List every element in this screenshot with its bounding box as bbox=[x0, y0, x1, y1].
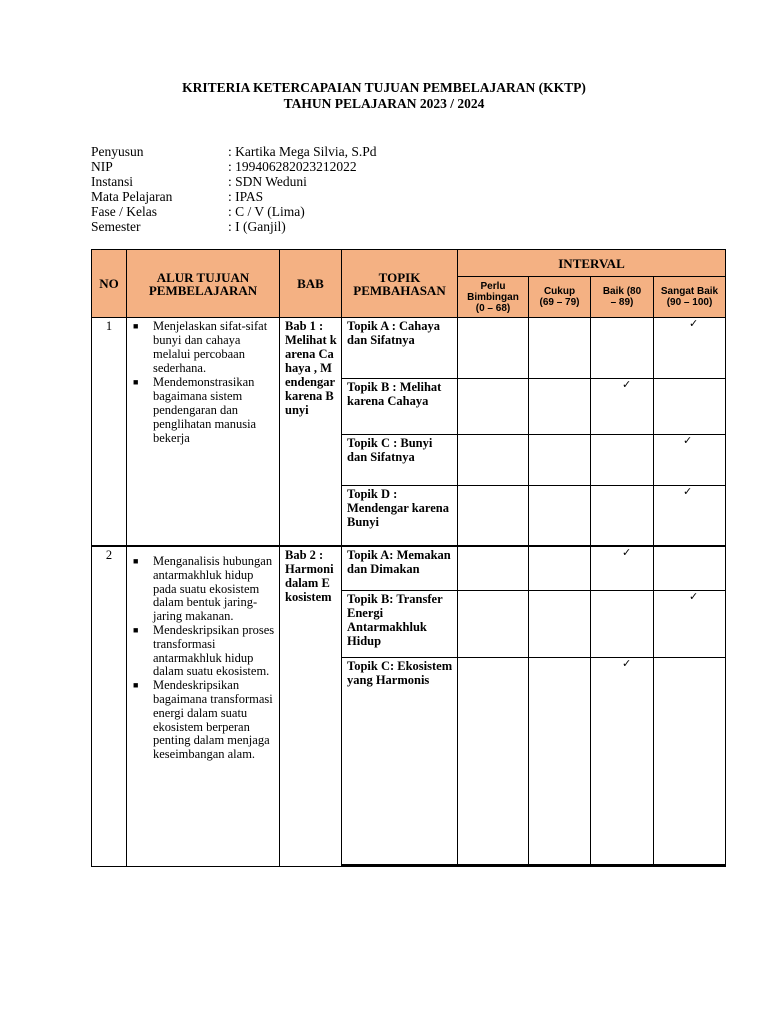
atp-list bbox=[127, 555, 277, 762]
info-row-mapel bbox=[91, 189, 377, 204]
info-row-instansi bbox=[91, 174, 377, 189]
col-divider bbox=[528, 318, 529, 866]
row-divider bbox=[342, 590, 725, 591]
info-value: : 199406282023212022 bbox=[228, 159, 357, 174]
atp-item-text: Menganalisis hubungan antarmakhluk hidup pada suatu ekosistem dalam bentuk jaring-jaring makanan. bbox=[153, 554, 273, 624]
row-number: 1 bbox=[105, 319, 113, 333]
col-divider bbox=[590, 318, 591, 866]
check-icon: ✓ bbox=[622, 378, 632, 391]
bab-cell: Bab 2 : Harmoni dalam Ekosistem bbox=[285, 548, 334, 604]
bullet-icon: ■ bbox=[133, 624, 139, 635]
document-subtitle: TAHUN PELAJARAN 2023 / 2024 bbox=[283, 96, 485, 111]
bab-cell: Bab 1 : Melihat karena Cahaya , Mendengar karena Bunyi bbox=[285, 319, 337, 417]
table-bottom-line bbox=[342, 864, 726, 866]
topik-cell: Topik D : Mendengar karena Bunyi bbox=[347, 487, 449, 529]
header-cukup: Cukup (69 – 79) bbox=[529, 277, 591, 318]
info-value: : SDN Weduni bbox=[228, 174, 307, 189]
info-row-penyusun bbox=[91, 144, 377, 159]
topik-cell: Topik B : Melihat karena Cahaya bbox=[347, 380, 442, 408]
topik-cell: Topik C : Bunyi dan Sifatnya bbox=[347, 436, 433, 464]
check-icon: ✓ bbox=[622, 546, 632, 559]
info-value: : C / V (Lima) bbox=[228, 204, 305, 219]
check-icon: ✓ bbox=[689, 590, 699, 603]
atp-item-text: Mendemonstrasikan bagaimana sistem pendengaran dan penglihatan manusia bekerja bbox=[153, 375, 257, 445]
topik-cell: Topik C: Ekosistem yang Harmonis bbox=[347, 659, 453, 687]
info-value: : I (Ganjil) bbox=[228, 219, 286, 234]
document-title: KRITERIA KETERCAPAIAN TUJUAN PEMBELAJARAN (KKTP) bbox=[182, 80, 586, 95]
col-divider bbox=[457, 318, 458, 866]
header-baik: Baik (80 – 89) bbox=[591, 277, 654, 318]
info-label: Semester bbox=[91, 219, 141, 234]
info-row-fase bbox=[91, 204, 377, 219]
atp-item-text: Mendeskripsikan bagaimana transformasi energi dalam suatu ekosistem berperan penting dalam menjaga keseimbangan alam. bbox=[153, 678, 273, 762]
bullet-icon: ■ bbox=[133, 556, 139, 566]
col-divider bbox=[653, 318, 654, 866]
info-block bbox=[91, 144, 377, 234]
bullet-icon: ■ bbox=[133, 377, 139, 387]
header-bab: BAB bbox=[280, 250, 342, 318]
atp-item-text: Mendeskripsikan proses transformasi antarmakhluk hidup dalam suatu ekosistem. bbox=[153, 622, 275, 679]
info-label: Fase / Kelas bbox=[91, 204, 157, 219]
topik-cell: Topik B: Transfer Energi Antarmakhluk Hidup bbox=[347, 592, 443, 648]
row-divider bbox=[342, 378, 725, 379]
header-sangat-baik: Sangat Baik (90 – 100) bbox=[654, 277, 725, 318]
topik-cell: Topik A : Cahaya dan Sifatnya bbox=[347, 319, 440, 347]
check-icon: ✓ bbox=[683, 434, 693, 447]
header-atp: ALUR TUJUAN PEMBELAJARAN bbox=[127, 250, 280, 318]
check-icon: ✓ bbox=[622, 657, 632, 670]
bullet-icon: ■ bbox=[133, 321, 139, 331]
topik-cell: Topik A: Memakan dan Dimakan bbox=[347, 548, 451, 576]
info-value: : Kartika Mega Silvia, S.Pd bbox=[228, 144, 377, 159]
header-perlu-bimbingan: Perlu Bimbingan (0 – 68) bbox=[458, 277, 529, 318]
bullet-icon: ■ bbox=[133, 680, 139, 691]
atp-item-text: Menjelaskan sifat-sifat bunyi dan cahaya melalui percobaan sederhana. bbox=[153, 319, 268, 375]
row-divider bbox=[342, 434, 725, 435]
header-topik: TOPIK PEMBAHASAN bbox=[342, 250, 458, 318]
info-label: NIP bbox=[91, 159, 113, 174]
row-number: 2 bbox=[105, 548, 113, 562]
check-icon: ✓ bbox=[689, 317, 699, 330]
atp-item bbox=[127, 319, 273, 375]
atp-item bbox=[127, 624, 277, 679]
col-divider bbox=[341, 318, 342, 866]
info-row-semester bbox=[91, 219, 377, 234]
check-icon: ✓ bbox=[683, 485, 693, 498]
info-label: Penyusun bbox=[91, 144, 144, 159]
header-no: NO bbox=[92, 250, 127, 318]
atp-item bbox=[127, 375, 273, 445]
info-label: Instansi bbox=[91, 174, 133, 189]
info-label: Mata Pelajaran bbox=[91, 189, 173, 204]
atp-list bbox=[127, 319, 273, 445]
atp-item bbox=[127, 679, 277, 762]
header-interval: INTERVAL bbox=[458, 250, 725, 277]
row-divider bbox=[342, 657, 725, 658]
row-divider bbox=[342, 485, 725, 486]
atp-item bbox=[127, 555, 277, 624]
col-divider bbox=[279, 318, 280, 866]
info-value: : IPAS bbox=[228, 189, 264, 204]
info-row-nip bbox=[91, 159, 377, 174]
